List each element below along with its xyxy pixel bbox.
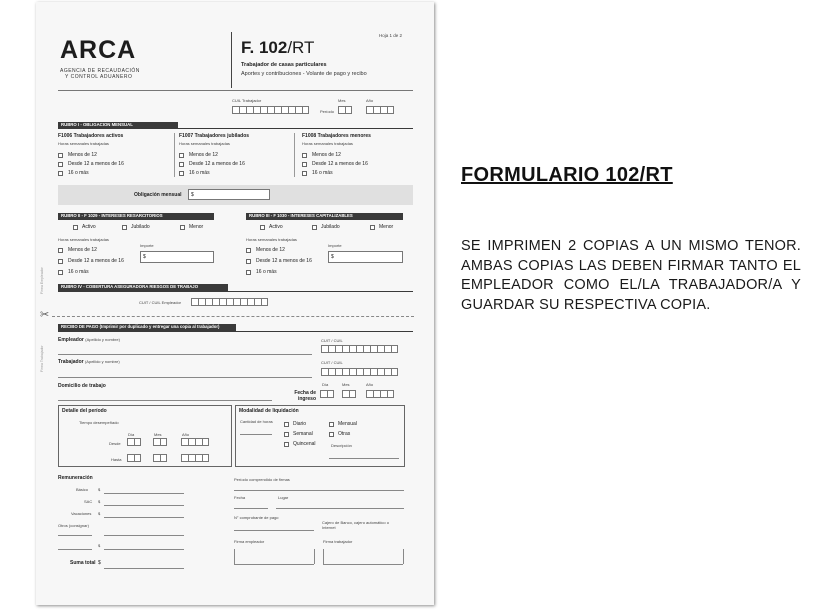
vacaciones-label: Vacaciones xyxy=(71,511,92,516)
r2-currency: $ xyxy=(143,254,146,260)
r3-opt2-label: Desde 12 a menos de 16 xyxy=(256,258,312,264)
banco-label: Cajero de Banco, cajero automático o Internet xyxy=(322,520,389,530)
obligacion-currency: $ xyxy=(191,192,194,198)
mes-cells[interactable] xyxy=(338,106,352,114)
empleador-cuit-label: CUIT / CUIL xyxy=(321,338,343,343)
form-number xyxy=(241,38,314,58)
col2-opt3-checkbox[interactable] xyxy=(179,171,184,176)
col3-opt1-label: Menos de 12 xyxy=(312,152,341,158)
col-divider-1 xyxy=(174,133,175,177)
vacaciones-currency: $ xyxy=(98,511,101,516)
descripcion-field[interactable] xyxy=(329,458,399,459)
vacaciones-field[interactable] xyxy=(104,517,184,518)
suma-total-field[interactable] xyxy=(104,568,184,569)
tiempo-label: Tiempo desempeñado xyxy=(79,420,119,425)
header-divider xyxy=(231,32,232,88)
quincenal-label: Quincenal xyxy=(293,441,316,447)
basico-currency: $ xyxy=(98,487,101,492)
rubro-4-bar: RUBRO IV - COBERTURA ASEGURADORA RIESGOS DE TRABAJO xyxy=(58,284,228,291)
rubro-2-bar: RUBRO II - F 1029 - INTERESES RESARCITORIOS xyxy=(58,213,214,220)
mensual-checkbox[interactable] xyxy=(329,422,334,427)
empleador-cuit-cells[interactable] xyxy=(321,345,398,353)
fi-mes-label: Mes xyxy=(342,382,350,387)
instructions-text: SE IMPRIMEN 2 COPIAS A UN MISMO TENOR. AMBAS COPIAS LAS DEBEN FIRMAR TANTO EL EMPLEADOR COMO EL/LA TRABAJADOR/A Y GUARDAR SU RESPECTIVA COPIA. xyxy=(461,238,801,313)
fecha-ingreso-label: Fecha de ingreso xyxy=(294,390,316,402)
empleador-text: Empleador xyxy=(58,337,84,343)
sac-currency: $ xyxy=(98,499,101,504)
form-number-suffix: /RT xyxy=(287,38,315,57)
side-label-2: Firma Trabajador xyxy=(40,345,44,372)
basico-field[interactable] xyxy=(104,493,184,494)
empleador-hint: (Apellido y nombre) xyxy=(85,337,120,342)
r3-opt3-checkbox[interactable] xyxy=(246,270,251,275)
r2-activo-checkbox[interactable] xyxy=(73,225,78,230)
desde-mes-cells[interactable] xyxy=(153,438,167,446)
remuneracion-label: Remuneración xyxy=(58,475,93,481)
hasta-mes-cells[interactable] xyxy=(153,454,167,462)
lugar-pago-field[interactable] xyxy=(234,490,404,491)
otras-checkbox[interactable] xyxy=(329,432,334,437)
col-divider-2 xyxy=(294,133,295,177)
firma-trabajador-field[interactable] xyxy=(323,564,403,565)
side-label-1: Firma Empleador xyxy=(40,267,44,294)
desde-ano-cells[interactable] xyxy=(181,438,209,446)
col1-opt3-checkbox[interactable] xyxy=(58,171,63,176)
scissors-icon: ✂ xyxy=(40,309,50,321)
suma-total-label: Suma total xyxy=(70,560,96,566)
rubro-3-bar: RUBRO III - F 1030 - INTERESES CAPITALIZABLES xyxy=(246,213,403,220)
r2-importe-input[interactable] xyxy=(140,251,214,263)
otros-label: Otros (consignar) xyxy=(58,523,89,528)
firma-empleador-label: Firma empleador xyxy=(234,539,265,544)
arca-logo: ARCA xyxy=(60,36,137,64)
trabajador-cuit-cells[interactable] xyxy=(321,368,398,376)
col3-opt2-checkbox[interactable] xyxy=(302,162,307,167)
form-subtitle: Trabajador de casas particulares xyxy=(241,62,327,68)
r2-opt2-label: Desde 12 a menos de 16 xyxy=(68,258,124,264)
header-rule xyxy=(58,90,413,91)
r2-menor-label: Menor xyxy=(189,224,204,230)
rubro-4-rule xyxy=(58,291,413,292)
comprobante-label: N° comprobante de pago xyxy=(234,515,279,520)
modalidad-label: Modalidad de liquidación xyxy=(239,408,299,414)
firma-empleador-edge-r xyxy=(314,549,315,564)
r2-jubilado-checkbox[interactable] xyxy=(122,225,127,230)
hasta-label: Hasta xyxy=(111,457,122,462)
col1-opt1-checkbox[interactable] xyxy=(58,153,63,158)
rubro-4-cuit-cells[interactable] xyxy=(191,298,268,306)
col3-opt1-checkbox[interactable] xyxy=(302,153,307,158)
rubro-1-bar: RUBRO I - OBLIGACION MENSUAL xyxy=(58,122,178,128)
fecha-label: Fecha xyxy=(234,495,246,500)
cantidad-label: Cantidad de horas xyxy=(240,419,273,424)
desde-dia-cells[interactable] xyxy=(127,438,141,446)
logo-subtitle xyxy=(60,68,140,80)
r2-opt3-checkbox[interactable] xyxy=(58,270,63,275)
obligacion-input[interactable] xyxy=(188,189,270,200)
ano-cells[interactable] xyxy=(366,106,394,114)
r2-importe-label: Importe xyxy=(140,243,154,248)
col1-opt2-label: Desde 12 a menos de 16 xyxy=(68,161,124,167)
quincenal-checkbox[interactable] xyxy=(284,442,289,447)
fi-ano-label: Año xyxy=(366,382,374,387)
firma-trabajador-label: Firma trabajador xyxy=(323,539,353,544)
domicilio-label: Domicilio de trabajo xyxy=(58,383,106,389)
rubro-4-cuit-label: CUIT / CUIL Empleador xyxy=(139,300,182,305)
form-number-main: F. 102 xyxy=(241,38,288,57)
diario-label: Diario xyxy=(293,421,307,427)
basico-label: Básico xyxy=(76,487,89,492)
col1-opt2-checkbox[interactable] xyxy=(58,162,63,167)
trabajador-label xyxy=(58,359,120,365)
obligacion-label: Obligación mensual xyxy=(134,192,182,198)
col3-opt3-label: 16 o más xyxy=(312,170,333,176)
r3-menor-checkbox[interactable] xyxy=(370,225,375,230)
r3-jubilado-label: Jubilado xyxy=(321,224,340,230)
r3-menor-label: Menor xyxy=(379,224,394,230)
otras-label: Otras xyxy=(338,431,351,437)
semanal-label: Semanal xyxy=(293,431,313,437)
fi-dia-label: Día xyxy=(322,382,329,387)
col3-title: F1008 Trabajadores menores xyxy=(302,133,371,139)
trabajador-hint: (Apellido y nombre) xyxy=(84,359,120,364)
firma-trabajador-edge xyxy=(323,549,324,564)
otros2-value-field[interactable] xyxy=(104,549,184,550)
col1-opt3-label: 16 o más xyxy=(68,170,89,176)
form-page-image xyxy=(36,2,434,605)
col2-title: F1007 Trabajadores jubilados xyxy=(179,133,250,139)
recibo-rule xyxy=(58,331,413,332)
hasta-dia-cells[interactable] xyxy=(127,454,141,462)
descripcion-label: Descripción xyxy=(331,443,352,448)
r3-importe-input[interactable] xyxy=(328,251,403,263)
r2-opt2-checkbox[interactable] xyxy=(58,259,63,264)
r2-horas: Horas semanales trabajadas xyxy=(58,237,109,242)
otros-value-field[interactable] xyxy=(104,535,184,536)
firma-empleador-field[interactable] xyxy=(234,564,314,565)
otros-name-field[interactable] xyxy=(58,535,92,536)
firma-empleador-edge xyxy=(234,549,235,564)
recibo-bar: RECIBO DE PAGO (Imprimir por duplicado y entregar una copia al trabajador) xyxy=(58,324,236,331)
empleador-label xyxy=(58,337,120,343)
cantidad-field[interactable] xyxy=(240,434,272,435)
det-dia-label: Día xyxy=(128,432,135,437)
empleador-field[interactable] xyxy=(58,354,312,355)
otros2-name-field[interactable] xyxy=(58,549,92,550)
col1-horas: Horas semanales trabajadas xyxy=(58,141,109,146)
r2-opt3-label: 16 o más xyxy=(68,269,89,275)
mes-label: Mes xyxy=(338,98,346,103)
r3-jubilado-checkbox[interactable] xyxy=(312,225,317,230)
fi-mes-cells[interactable] xyxy=(342,390,356,398)
col3-opt3-checkbox[interactable] xyxy=(302,171,307,176)
col2-opt3-label: 16 o más xyxy=(189,170,210,176)
det-ano-label: Año xyxy=(182,432,190,437)
r3-currency: $ xyxy=(331,254,334,260)
comprobante-field[interactable] xyxy=(234,530,314,531)
r3-horas: Horas semanales trabajadas xyxy=(246,237,297,242)
periodo-label: Período xyxy=(320,109,335,114)
col2-opt1-label: Menos de 12 xyxy=(189,152,218,158)
col3-horas: Horas semanales trabajadas xyxy=(302,141,353,146)
trabajador-field[interactable] xyxy=(58,377,312,378)
trabajador-text: Trabajador xyxy=(58,359,84,365)
r2-jubilado-label: Jubilado xyxy=(131,224,150,230)
cut-line xyxy=(52,316,414,318)
r2-opt1-label: Menos de 12 xyxy=(68,247,97,253)
detalle-label: Detalle del período xyxy=(62,408,107,414)
ano-label: Año xyxy=(366,98,374,103)
r3-opt2-checkbox[interactable] xyxy=(246,259,251,264)
col1-title: F1006 Trabajadores activos xyxy=(58,133,124,139)
r3-importe-label: Importe xyxy=(328,243,342,248)
r3-opt1-label: Menos de 12 xyxy=(256,247,285,253)
desde-label: Desde xyxy=(109,441,121,446)
page-number: Hoja 1 de 2 xyxy=(379,33,403,38)
r3-opt3-label: 16 o más xyxy=(256,269,277,275)
hasta-ano-cells[interactable] xyxy=(181,454,209,462)
form-subtitle-2: Aportes y contribuciones - Volante de pago y recibo xyxy=(241,71,367,77)
fi-dia-cells[interactable] xyxy=(320,390,334,398)
lugar-pago-label: Período comprendido de firmas xyxy=(234,477,290,482)
page-heading: FORMULARIO 102/RT xyxy=(461,164,673,186)
det-mes-label: Mes xyxy=(154,432,162,437)
lugar-label: Lugar xyxy=(278,495,289,500)
suma-total-currency: $ xyxy=(98,560,101,566)
mensual-label: Mensual xyxy=(338,421,357,427)
cuil-label: CUIL Trabajador xyxy=(232,98,262,103)
r2-activo-label: Activo xyxy=(82,224,96,230)
diario-checkbox[interactable] xyxy=(284,422,289,427)
col2-opt2-label: Desde 12 a menos de 16 xyxy=(189,161,245,167)
lugar-field[interactable] xyxy=(276,508,404,509)
semanal-checkbox[interactable] xyxy=(284,432,289,437)
r2-menor-checkbox[interactable] xyxy=(180,225,185,230)
col2-opt2-checkbox[interactable] xyxy=(179,162,184,167)
firma-trabajador-edge-r xyxy=(403,549,404,564)
fi-ano-cells[interactable] xyxy=(366,390,394,398)
fecha-field[interactable] xyxy=(234,508,268,509)
col3-opt2-label: Desde 12 a menos de 16 xyxy=(312,161,368,167)
domicilio-field[interactable] xyxy=(58,400,272,401)
trabajador-cuit-label: CUIT / CUIL xyxy=(321,360,343,365)
logo-sub-line-2: Y CONTROL ADUANERO xyxy=(65,74,133,80)
col2-opt1-checkbox[interactable] xyxy=(179,153,184,158)
r3-activo-label: Activo xyxy=(269,224,283,230)
col1-opt1-label: Menos de 12 xyxy=(68,152,97,158)
cuil-cells[interactable] xyxy=(232,106,309,114)
logo-sub-line-1: AGENCIA DE RECAUDACIÓN xyxy=(60,68,140,74)
r3-activo-checkbox[interactable] xyxy=(260,225,265,230)
otros2-currency: $ xyxy=(98,543,101,548)
sac-field[interactable] xyxy=(104,505,184,506)
col2-horas: Horas semanales trabajadas xyxy=(179,141,230,146)
rubro-1-rule xyxy=(58,128,413,129)
sac-label: SAC xyxy=(84,499,93,504)
r2-opt1-checkbox[interactable] xyxy=(58,248,63,253)
r3-opt1-checkbox[interactable] xyxy=(246,248,251,253)
